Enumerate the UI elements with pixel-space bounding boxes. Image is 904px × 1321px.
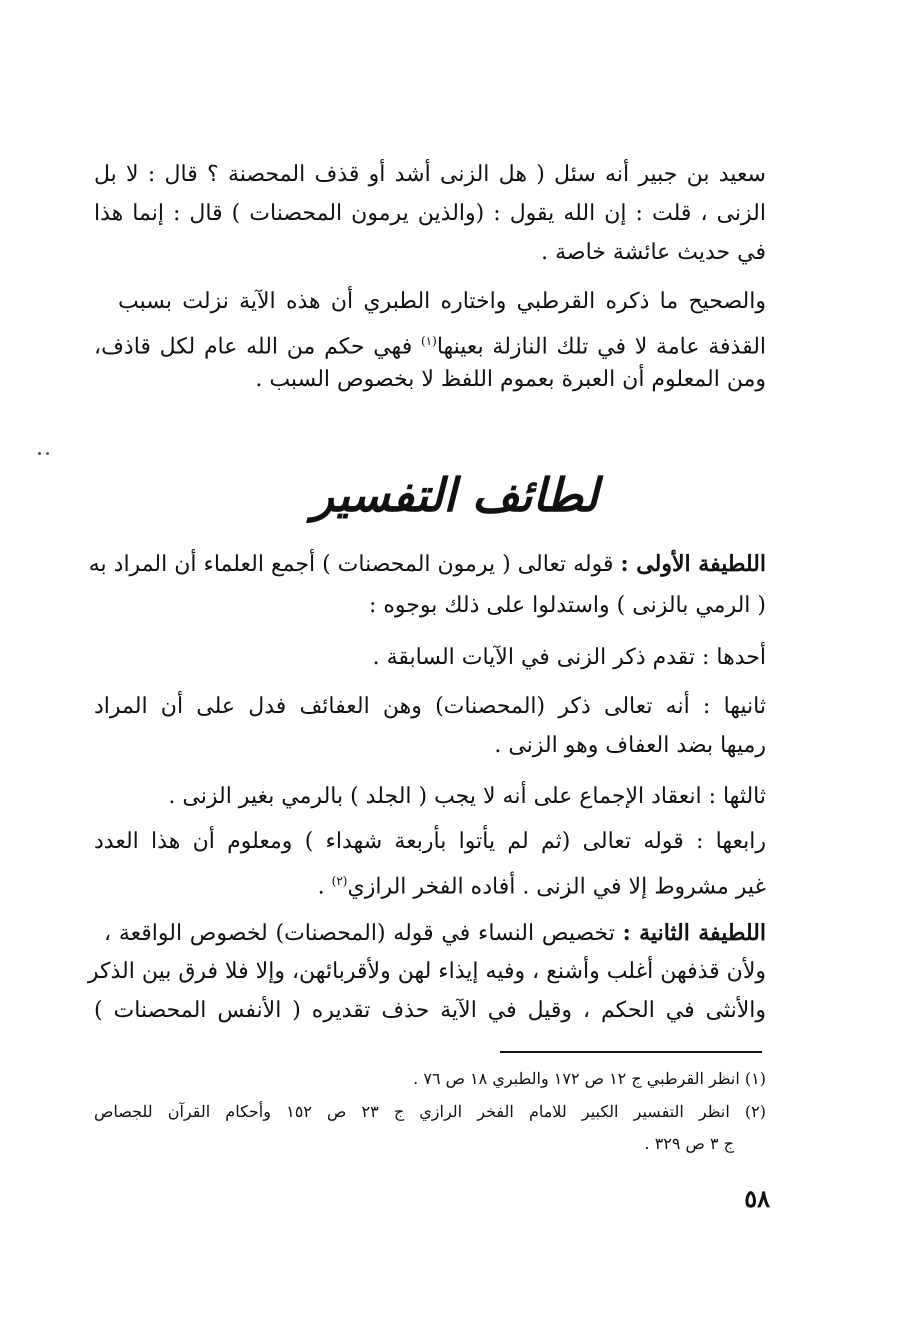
paragraph1-line-3: في حديث عائشة خاصة . <box>541 240 766 265</box>
footnote-2-line-2: ج ٣ ص ٣٢٩ . <box>644 1134 734 1153</box>
reason-2-line-1: ثانيها : أنه تعالى ذكر (المحصنات) وهن العفائف فدل على أن المراد <box>94 694 766 719</box>
reason-3: ثالثها : انعقاد الإجماع على أنه لا يجب ( الجلد ) بالرمي بغير الزنى . <box>168 784 766 809</box>
reason-4-line-2 <box>94 866 766 902</box>
page-number: ٥٨ <box>744 1184 770 1213</box>
footnote-divider <box>500 1051 762 1053</box>
lateefa1-line-1 <box>88 549 766 580</box>
section-heading: لطائف التفسير <box>311 468 599 522</box>
lateefa1-line-2: ( الرمي بالزنى ) واستدلوا على ذلك بوجوه : <box>368 593 766 618</box>
paragraph2-line-1: والصحيح ما ذكره القرطبي واختاره الطبري أن هذه الآية نزلت بسبب <box>118 289 766 314</box>
lateefa2-label: اللطيفة الثانية : <box>622 920 766 946</box>
lateefa2-line-2: ولأن قذفهن أغلب وأشنع ، وفيه إيذاء لهن ولأقربائهن، وإلا فلا فرق بين الذكر <box>87 959 766 984</box>
footnote-marker-2: (٢) <box>331 874 348 888</box>
paragraph2-line-2-start: القذفة عامة لا في تلك النازلة بعينها <box>436 334 767 360</box>
reason-2-line-2: رميها بضد العفاف وهو الزنى . <box>494 733 766 758</box>
reason-4-line-1: رابعها : قوله تعالى (ثم لم يأتوا بأربعة شهداء ) ومعلوم أن هذا العدد <box>94 829 766 854</box>
reason-1: أحدها : تقدم ذكر الزنى في الآيات السابقة . <box>372 645 766 670</box>
lateefa2-text: تخصيص النساء في قوله (المحصنات) لخصوص الواقعة ، <box>104 921 623 946</box>
paragraph2-line-3: ومن المعلوم أن العبرة بعموم اللفظ لا بخصوص السبب . <box>255 367 766 392</box>
paragraph2-line-2-end: فهي حكم من الله عام لكل قاذف، <box>94 334 413 360</box>
scan-speck <box>38 452 41 455</box>
scan-speck <box>46 452 49 455</box>
paragraph1-line-2: الزنى ، قلت : إن الله يقول : (والذين يرمون المحصنات ) قال : إنما هذا <box>94 201 766 226</box>
reason-4-line-2-text: غير مشروط إلا في الزنى . أفاده الفخر الرازي <box>347 874 766 900</box>
lateefa1-label: اللطيفة الأولى : <box>620 551 766 577</box>
lateefa2-line-1 <box>104 918 766 949</box>
lateefa2-line-3: والأنثى في الحكم ، وقيل في الآية حذف تقديره ( الأنفس المحصنات ) <box>94 998 766 1023</box>
final-dot: . <box>317 874 325 900</box>
lateefa1-text: قوله تعالى ( يرمون المحصنات ) أجمع العلماء أن المراد به <box>88 552 621 577</box>
paragraph2-line-2 <box>94 326 766 362</box>
paragraph1-line-1: سعيد بن جبير أنه سئل ( هل الزنى أشد أو قذف المحصنة ؟ قال : لا بل <box>94 162 766 187</box>
footnote-marker-1: (١) <box>420 334 437 348</box>
footnote-2-line-1: (٢) انظر التفسير الكبير للامام الفخر الرازي ج ٢٣ ص ١٥٢ وأحكام القرآن للجصاص <box>94 1102 767 1121</box>
footnote-1: (١) انظر القرطبي ج ١٢ ص ١٧٢ والطبري ١٨ ص ٧٦ . <box>413 1069 766 1088</box>
